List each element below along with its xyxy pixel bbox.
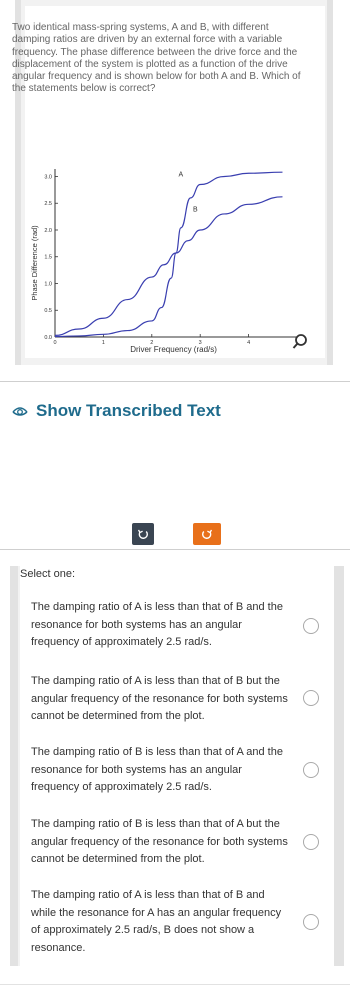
redo-icon [201, 528, 213, 540]
y-tick-label: 1.0 [44, 281, 52, 288]
y-tick-label: 2.0 [44, 227, 52, 234]
phase-chart [25, 165, 300, 365]
y-axis-label: Phase Difference (rad) [30, 225, 39, 301]
option-4-radio[interactable] [303, 834, 319, 850]
x-axis-label: Driver Frequency (rad/s) [130, 345, 217, 354]
x-tick-label: 1 [101, 340, 105, 346]
divider [0, 549, 350, 550]
x-tick-label: 2 [150, 340, 154, 346]
option-2-radio[interactable] [303, 690, 319, 706]
y-tick-label: 2.5 [44, 201, 52, 208]
series-line-b [55, 197, 282, 336]
divider [0, 381, 350, 382]
option-2-text[interactable]: The damping ratio of A is less than that of B but the angular frequency of the resonance for both systems cannot be determined from the plot. [31, 675, 288, 722]
zoom-icon[interactable] [292, 333, 310, 351]
divider [0, 984, 350, 985]
phase-chart-svg [25, 165, 300, 360]
show-transcribed-text-button[interactable] [12, 401, 221, 421]
series-line-a [55, 172, 282, 336]
x-tick-label: 0 [53, 340, 57, 346]
series-label-a: A [178, 171, 184, 179]
x-tick-label: 3 [198, 340, 202, 346]
x-tick-label: 4 [247, 340, 251, 346]
transcribe-label: Show Transcribed Text [36, 401, 221, 420]
y-tick-label: 0.5 [44, 308, 52, 315]
redo-button[interactable] [193, 523, 221, 545]
y-tick-label: 0.0 [44, 335, 52, 341]
undo-button[interactable] [132, 523, 154, 545]
series-label-b: B [193, 206, 198, 214]
option-4-text[interactable]: The damping ratio of B is less than that of A but the angular frequency of the resonance for both systems cannot be determined from the plot. [31, 818, 288, 865]
y-tick-label: 3.0 [44, 174, 52, 181]
option-3-text[interactable]: The damping ratio of B is less than that of A and the resonance for both systems has an angular frequency of approximately 2.5 rad/s. [31, 746, 283, 793]
option-1-radio[interactable] [303, 618, 319, 634]
option-5-radio[interactable] [303, 914, 319, 930]
option-3-radio[interactable] [303, 762, 319, 778]
option-1-text[interactable]: The damping ratio of A is less than that of B and the resonance for both systems has an angular frequency of approximately 2.5 rad/s. [31, 601, 283, 648]
option-5-text[interactable]: The damping ratio of A is less than that of B and while the resonance for A has an angular frequency of approximately 2.5 rad/s, B does not show a resonance. [31, 889, 282, 954]
eye-icon [12, 404, 28, 418]
select-one-label: Select one: [20, 568, 76, 580]
question-text: Two identical mass-spring systems, A and B, with different damping ratios are driven by an external force with a variable frequency. The phase difference between the drive force and the displacement of the system is plotted as a function of the drive angular frequency and is shown below for both A and B. Which of the statements below is correct? [12, 22, 301, 95]
undo-icon [137, 528, 149, 540]
y-tick-label: 1.5 [44, 254, 52, 261]
